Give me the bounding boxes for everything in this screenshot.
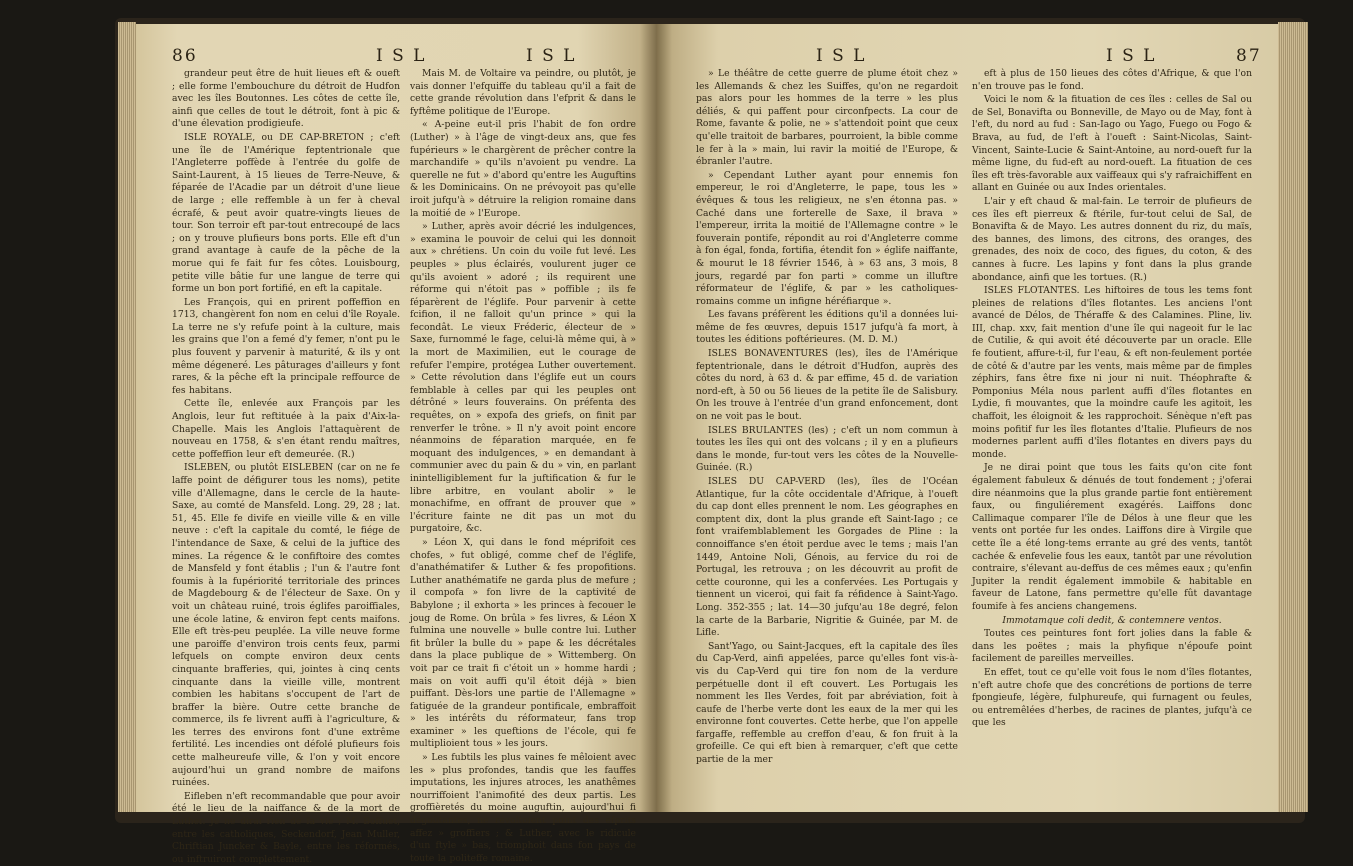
paragraph: Sant'Yago, ou Saint-Jacques, eft la capitale des îles du Cap-Verd, ainfi appelées, parce qu'elles font vis-à-vis du Cap-Verd qui tire fon nom de la verdure perpétuelle dont il eft couvert. Les Portugais les nomment les Iles Verdes, foit par abréviation, foit à caufe de l'herbe verte dont les eaux de la mer qui les environne font couvertes. Cette herbe, que l'on appelle fargaffe, reffemble au creffon d'eau, & fon fruit à la grofeille. Ce qui eft bien à remarquer, c'eft que cette partie de la mer (696, 640, 958, 766)
paragraph: » Le théâtre de cette guerre de plume étoit chez » les Allemands & chez les Suiffes, qu'on ne regardoit pas alors pour les hommes de la terre » les plus déliés, & qui paffent pour circonfpects. La cour de Rome, favante & polie, ne » s'attendoit point que ceux qu'elle traitoit de barbares, pourroient, la bible comme le fer à la » main, lui ravir la moitié de l'Europe, & ébranler l'autre. (696, 68, 958, 168)
right-page-column-1 (696, 68, 958, 793)
left-page-header: I S L (376, 46, 427, 66)
book-gutter (640, 24, 672, 812)
latin-quote: Immotamque coli dedit, & contemnere ventos. (1002, 614, 1222, 626)
right-page-number: 87 (1236, 46, 1262, 66)
left-page-column-1 (172, 68, 400, 865)
left-page-header-right: I S L (526, 46, 577, 66)
left-page-edges (118, 22, 136, 812)
paragraph: » Cependant Luther ayant pour ennemis fon empereur, le roi d'Angleterre, le pape, tous les » évêques & tous les religieux, ne s'en étonna pas. » Caché dans une forterelle de Saxe, il brava » l'empereur, irrita la moitié de l'Allemagne contre » le fouverain pontife, répondit au roi d'Angleterre comme à fon égal, fonda, fortifia, étendit fon » églife naiffante, & mourut le 18 février 1546, à » 63 ans, 3 mois, 8 jours, regardé par fon parti » comme un illuftre réformateur de l'églife, & par » les catholiques-romains comme un infigne héréfiarque ». (696, 169, 958, 307)
right-page-header-left: I S L (816, 46, 867, 66)
paragraph: Je ne dirai point que tous les faits qu'on cite font également fabuleux & dénués de tout fondement ; j'oferai dire néanmoins que la plus grande partie font entièrement faux, ou finguliérement exagérés. Laiffons donc Callimaque comparer l'île de Délos à une fleur que les vents ont portée fur les ondes. Laiffons dire à Virgile que cette île a été long-tems errante au gré des vents, tantôt cachée & enfevelie fous les eaux, tantôt par une révolution contraire, s'élevant au-deffus de ces mêmes eaux ; qu'enfin Jupiter la rendit également immobile & habitable en faveur de Latone, fans permettre qu'elle fût davantage foumife à fes anciens changemens. (972, 462, 1252, 612)
paragraph: Eifleben n'eft recommandable que pour avoir été le lieu de la naiffance & de la mort de Luther. Je ne dirai rien de fa vie ; M. Boffuet, entre les catholiques, Seckendorf, Jean Muller, Chriftian Juncker & Bayle, entre les réformés, ou inftruiront complettement. (172, 790, 400, 865)
paragraph: ISLES BONAVENTURES (les), îles de l'Amérique feptentrionale, dans le détroit d'Hudfon, auprès des côtes du nord, à 63 d. & par effime, 45 d. de variation nord-eft, à 50 ou 56 lieues de la petite île de Salisbury. On les trouve à l'entrée d'un grand enfoncement, dont on ne voit pas le bout. (696, 348, 958, 423)
paragraph: Cette île, enlevée aux François par les Anglois, leur fut reftituée à la paix d'Aix-la-Chapelle. Mais les Anglois l'attaquèrent de nouveau en 1758, & s'en étant rendu maîtres, cette poffeffion leur eft demeurée. (R.) (172, 398, 400, 460)
right-page-edges (1278, 22, 1308, 812)
paragraph: ISLES DU CAP-VERD (les), îles de l'Océan Atlantique, fur la côte occidentale d'Afrique, à l'oueft du cap dont elles prennent le nom. Les géographes en comptent dix, dont la plus grande eft Saint-Iago ; ce font vraifemblablement les Gorgades de Pline : la connoiffance s'en étoit perdue avec le tems ; mais l'an 1449, Antoine Noli, Génois, au fervice du roi de Portugal, les retrouva ; on les découvrit au profit de cette couronne, qui les a confervées. Les Portugais y tiennent un viceroi, qui fait fa réfidence à Saint-Yago. Long. 352-355 ; lat. 14—30 jufqu'au 18e degré, felon la carte de la Barbarie, Nigritie & Guinée, par M. de Lifle. (696, 476, 958, 639)
paragraph: » Luther, après avoir décrié les indulgences, » examina le pouvoir de celui qui les donnoit aux » chrétiens. Un coin du voile fut levé. Les peuples » plus éclairés, voulurent juger ce qu'ils avoient » adoré ; ils requirent une réforme qui n'étoit pas » poffible ; ils fe féparèrent de l'églife. Pour parvenir à cette fcifion, il ne falloit qu'un prince » qui la fecondât. Le vieux Fréderic, électeur de » Saxe, furnommé le fage, celui-là même qui, à » la mort de Maximilien, eut le courage de refufer l'empire, protégea Luther ouvertement. » Cette révolution dans l'églife eut un cours femblable à celles par qui les peuples ont détrôné » leurs fouverains. On préfenta des requêtes, on » expofa des griefs, on finit par renverfer le trône. » Il n'y avoit point encore néanmoins de féparation marquée, en fe moquant des indulgences, » en demandant à communier avec du pain & du » vin, en parlant inintelligiblement fur la juftification & fur le libre arbitre, en voulant abolir » le monachifme, en offrant de prouver que » l'écriture fainte ne dit pas un mot du purgatoire, &c. (410, 221, 636, 535)
left-page-column-2 (410, 68, 636, 864)
paragraph: » Léon X, qui dans le fond méprifoit ces chofes, » fut obligé, comme chef de l'églife, d'anathématifer & Luther & fes propofitions. Luther anathématife ne garda plus de mefure ; il compofa » fon livre de la captivité de Babylone ; il exhorta » les princes à fecouer le joug de Rome. On brûla » fes livres, & Léon X fulmina une nouvelle » bulle contre lui. Luther fit brûler la bulle du » pape & les décrétales dans la place publique de » Wittemberg. On voit par ce trait fi c'étoit un » homme hardi ; mais on voit auffi qu'il étoit déjà » bien puiffant. Dès-lors une partie de l'Allemagne » fatiguée de la grandeur pontificale, embraffoit » les intérêts du réformateur, fans trop examiner » les queftions de l'école, qui fe multiplioient tous » les jours. (410, 536, 636, 750)
paragraph: En effet, tout ce qu'elle voit fous le nom d'îles flotantes, n'eft autre chofe que des concrétions de portions de terre fpongieufe, légère, fulphureufe, qui furnagent ou feules, ou entremêlées d'herbes, de racines de plantes, jufqu'à ce que les (972, 666, 1252, 729)
paragraph: Les François, qui en prirent poffeffion en 1713, changèrent fon nom en celui d'île Royale. La terre ne s'y refufe point à la culture, mais les grains que l'on a femé d'y femer, n'ont pu le plus fouvent y parvenir à maturité, & ils y ont même dégeneré. Les pâturages d'ailleurs y font rares, & la pêche eft la principale reffource de fes habitans. (172, 296, 400, 396)
paragraph: » Les fubtils les plus vaines fe mêloient avec les » plus profondes, tandis que les fauffes imputations, les injures atroces, les anathêmes nourriffoient l'animofité des deux partis. Les groffièretés du moine auguftin, aujourd'hui fi dégoûtantes, ne révoltoient point des efprits affez » groffiers ; & Luther, avec le ridicule d'un ftyle » bas, triomphoit dans fon pays de toute la politeffe romaine. (410, 752, 636, 864)
paragraph: Les favans préfèrent les éditions qu'il a données lui-même de fes œuvres, depuis 1517 jufqu'à fa mort, à toutes les éditions poftérieures. (M. D. M.) (696, 309, 958, 346)
paragraph: grandeur peut être de huit lieues eft & oueft ; elle forme l'embouchure du détroit de Hudfon avec les îles Boutonnes. Les côtes de cette île, ainfi que celles de tout le détroit, font à pic & d'une élevation prodigieufe. (172, 68, 400, 130)
right-page (656, 24, 1278, 812)
paragraph: ISLES BRULANTES (les) ; c'eft un nom commun à toutes les îles qui ont des volcans ; il y en a plufieurs dans le monde, fur-tout vers les côtes de la Nouvelle-Guinée. (R.) (696, 424, 958, 474)
paragraph: ISLES FLOTANTES. Les hiftoires de tous les tems font pleines de relations d'îles flotantes. Les anciens l'ont avancé de Délos, de Théraffe & des Calamines. Pline, liv. III, chap. xxv, fait mention d'une île qui nageoit fur le lac de Cutilie, & qui avoit été découverte par un oracle. Elle fe foutient, affure-t-il, fur l'eau, & eft non-feulement portée de côté & d'autre par les vents, mais même par de fimples zéphirs, fans être fixe ni jour ni nuit. Théophrafte & Pomponius Méla nous parlent auffi d'îles flotantes en Lydie, fi mouvantes, que la moindre caufe les agitoit, les chaffoit, les éloignoit & les rapprochoit. Sénèque n'eft pas moins pofitif fur les îles flotantes d'Italie. Plufieurs de nos modernes parlent auffi d'îles flotantes en divers pays du monde. (972, 285, 1252, 460)
right-page-header: I S L (1106, 46, 1157, 66)
right-page-column-2 (972, 68, 1252, 793)
left-page (136, 24, 656, 865)
paragraph: Toutes ces peintures font fort jolies dans la fable & dans les poëtes ; mais la phyfique n'époufe point facilement de pareilles merveilles. (972, 628, 1252, 665)
paragraph: « A-peine eut-il pris l'habit de fon ordre (Luther) » à l'âge de vingt-deux ans, que fes fupérieurs » le chargèrent de prêcher contre la marchandife » qu'ils n'avoient pu vendre. La querelle ne fut » d'abord qu'entre les Auguftins & les Dominicains. On ne prévoyoit pas qu'elle iroit jufqu'à » détruire la religion romaine dans la moitié de » l'Europe. (410, 119, 636, 219)
paragraph: eft à plus de 150 lieues des côtes d'Afrique, & que l'on n'en trouve pas le fond. (972, 68, 1252, 92)
paragraph: Voici le nom & la fituation de ces îles : celles de Sal ou de Sel, Bonavifta ou Bonneville, de Mayo ou de May, font à l'eft, du nord au fud : San-Iago ou Yago, Fuego ou Fogo & Brava, au fud, de l'eft à l'oueft : Saint-Nicolas, Saint-Vincent, Sainte-Lucie & Saint-Antoine, au nord-oueft fur la même ligne, du fud-eft au nord-oueft. La fituation de ces îles eft très-favorable aux vaiffeaux qui s'y rafraichiffent en allant en Guinée ou aux Indes orientales. (972, 94, 1252, 194)
paragraph: ISLEBEN, ou plutôt EISLEBEN (car on ne fe laffe point de défigurer tous les noms), petite ville d'Allemagne, dans le cercle de la haute-Saxe, au comté de Mansfeld. Long. 29, 28 ; lat. 51, 45. Elle fe divife en vieille ville & en ville neuve : c'eft la capitale du comté, le fiége de l'intendance de Saxe, & celui de la juftice des mines. La régence & le confiftoire des comtes de Mansfeld y font établis ; l'un & l'autre font foumis à la fupériorité territoriale des princes de Magdebourg & de l'électeur de Saxe. On y voit un château ruiné, trois églifes paroiffiales, une école latine, & environ fept cents maifons. Elle eft très-peu peuplée. La ville neuve forme une paroiffe d'environ trois cents feux, parmi lefquels on compte environ deux cents cinquante brafferies, qui, jointes à cinq cents cinquante dans la vieille ville, montrent combien les habitans s'occupent de l'art de braffer la bière. Outre cette branche de commerce, ils fe livrent auffi à l'agriculture, & les terres des environs font d'une extrême fertilité. Les incendies ont défolé plufieurs fois cette malheureufe ville, & l'on y voit encore aujourd'hui un grand nombre de maifons ruinées. (172, 462, 400, 789)
paragraph: ISLE ROYALE, ou DE CAP-BRETON ; c'eft une île de l'Amérique feptentrionale que l'Angleterre poffède à l'entrée du golfe de Saint-Laurent, à 15 lieues de Terre-Neuve, & féparée de l'Acadie par un détroit d'une lieue de large ; elle reffemble à un fer à cheval écrafé, & peut avoir quatre-vingts lieues de tour. Son terroir eft par-tout entrecoupé de lacs ; on y trouve plufieurs bons ports. Elle eft d'un grand avantage à caufe de la pêche de la morue qui fe fait fur fes côtes. Louisbourg, petite ville bâtie fur une langue de terre qui forme un bon port fortifié, en eft la capitale. (172, 131, 400, 295)
paragraph: L'air y eft chaud & mal-fain. Le terroir de plufieurs de ces îles eft pierreux & ftérile, fur-tout celui de Sal, de Bonavifta & de Mayo. Les autres donnent du riz, du maïs, des bannes, des limons, des citrons, des oranges, des grenades, des noix de coco, des figues, du coton, & des cannes à fucre. Les lapins y font dans la plus grande abondance, ainfi que les tortues. (R.) (972, 195, 1252, 283)
paragraph: Mais M. de Voltaire va peindre, ou plutôt, je vais donner l'efquiffe du tableau qu'il a fait de cette grande révolution dans l'efprit & dans le fyftême politique de l'Europe. (410, 68, 636, 117)
left-page-number: 86 (172, 46, 198, 66)
